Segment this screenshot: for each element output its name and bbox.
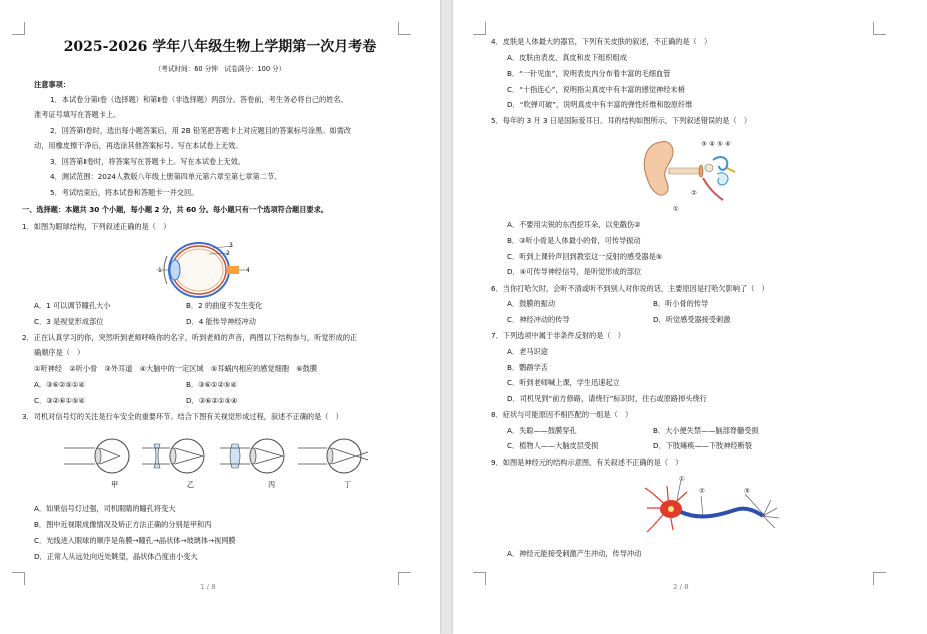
question-6-option-b: B．听小骨的传导: [653, 299, 709, 308]
figure-label-jia: 甲: [111, 480, 119, 489]
question-3-option-d: D．正常人从远处向近处眺望，晶状体凸度由小变大: [34, 552, 198, 561]
question-8-option-d: D．下肢瘫痪——下肢神经断裂: [653, 441, 752, 450]
ear-label-6: ⑥: [725, 140, 731, 148]
question-8-option-a: A．失聪——鼓膜穿孔: [507, 426, 577, 435]
page-corner-mark: [12, 22, 25, 35]
question-8-option-c: C．植物人——大脑皮层受损: [507, 441, 599, 450]
question-5-option-d: D．④可传导神经信号，是听觉形成的部位: [507, 267, 642, 276]
question-5-option-a: A．不要用尖锐的东西挖耳朵，以免戳伤②: [507, 220, 641, 229]
exam-title: 2025-2026 学年八年级生物上学期第一次月考卷: [63, 39, 377, 55]
question-6-stem: 6．当你打哈欠时，会听不清或听不到别人对你说的话，主要原因是打哈欠影响了（ ）: [491, 284, 769, 293]
question-2-stem-cont: 确顺序是（ ）: [34, 348, 85, 357]
ear-label-5: ⑤: [717, 140, 723, 148]
question-4-option-d: D．“吹弹可破”，说明真皮中有丰富的弹性纤维和胶原纤维: [507, 100, 693, 109]
question-2-option-b: B．③⑥①②⑤④: [186, 380, 237, 389]
notice-line: 2．回答第Ⅰ卷时，选出每小题答案后，用 2B 铅笔把答题卡上对应题目的答案标号涂黑。如需改: [50, 126, 352, 135]
exam-subtitle: （考试时间：60 分钟 试卷满分：100 分）: [154, 65, 286, 73]
question-1-option-b: B．2 的曲度不发生变化: [186, 301, 263, 310]
figure-label-bing: 丙: [268, 480, 276, 489]
question-4-option-b: B．“一针见血”，说明表皮内分布着丰富的毛细血管: [507, 69, 671, 78]
eye-label-3: 3: [229, 242, 233, 249]
eyeball-diagram: [155, 238, 255, 304]
question-7-option-b: B．鹦鹉学舌: [507, 363, 548, 372]
ear-label-1: ①: [673, 205, 679, 213]
ear-label-4: ④: [709, 140, 715, 148]
eye-label-1: 1: [158, 267, 162, 274]
vision-correction-diagrams: [62, 436, 372, 478]
page-1: [0, 0, 440, 634]
question-1-option-c: C．3 是视觉形成部位: [34, 317, 104, 326]
question-1-option-a: A．1 可以调节瞳孔大小: [34, 301, 111, 310]
page-number: 1 / 8: [200, 583, 216, 591]
question-2-option-d: D．③⑥②①⑤④: [186, 396, 238, 405]
question-6-option-d: D．听觉感受器接受刺激: [653, 315, 731, 324]
notice-line: 4．测试范围：2024人教版八年级上册第四单元第六章至第七章第二节。: [50, 172, 282, 181]
question-1-stem: 1．如图为眼球结构，下列叙述正确的是（ ）: [22, 222, 171, 231]
question-8-stem: 8．症状与可能原因不相匹配的一组是（ ）: [491, 410, 633, 419]
notice-line: 准考证号填写在答题卡上。: [34, 110, 121, 119]
diagram-yi: [142, 439, 204, 473]
neuron-label-1: ①: [679, 475, 685, 483]
question-4-option-a: A．皮肤由表皮、真皮和皮下组织组成: [507, 53, 627, 62]
question-3-option-a: A．如果信号灯过强，司机眼睛的瞳孔将变大: [34, 504, 176, 513]
neuron-label-3: ③: [744, 487, 750, 495]
question-4-stem: 4．皮肤是人体最大的器官，下列有关皮肤的叙述，不正确的是（ ）: [491, 37, 712, 46]
question-2-option-a: A．③⑥②⑤①④: [34, 380, 85, 389]
ear-structure-diagram: [639, 134, 739, 208]
ear-label-2: ②: [691, 189, 697, 197]
notice-line: 3．回答第Ⅱ卷时，将答案写在答题卡上。写在本试卷上无效。: [50, 157, 245, 166]
section-title: 一、选择题：本题共 30 个小题，每小题 2 分，共 60 分。每小题只有一个选项符合题目要求。: [22, 205, 328, 214]
page-corner-mark: [473, 22, 486, 35]
question-3-option-b: B．图中近视眼成像情况及矫正方法正确的分别是甲和丙: [34, 520, 212, 529]
eye-label-2: 2: [226, 250, 230, 257]
question-7-stem: 7．下列选项中属于非条件反射的是（ ）: [491, 331, 625, 340]
notice-line: 1．本试卷分第Ⅰ卷（选择题）和第Ⅱ卷（非选择题）两部分。答卷前，考生务必将自己的姓名、: [50, 95, 348, 104]
neuron-label-2: ②: [699, 487, 705, 495]
page-2: [453, 0, 927, 634]
question-7-option-c: C．听到老师喊上课，学生迅速起立: [507, 378, 620, 387]
neuron-structure-diagram: [643, 478, 783, 538]
diagram-ding: [298, 439, 368, 473]
question-6-option-c: C．神经冲动的传导: [507, 315, 570, 324]
question-3-stem: 3．司机对信号灯的关注是行车安全的重要环节。结合下图有关视觉形成过程，叙述不正确的是（ ）: [22, 412, 343, 421]
question-5-option-b: B．③听小骨是人体最小的骨，可传导振动: [507, 236, 641, 245]
question-6-option-a: A．鼓膜的振动: [507, 299, 556, 308]
question-2-stem: 2．正在认真学习的你，突然听到老师呼唤你的名字，听到老师的声音，两图以下结构参与，听觉形成的正: [22, 333, 358, 342]
notice-line: 动，用橡皮擦干净后，再选涂其他答案标号。写在本试卷上无效。: [34, 141, 243, 150]
ear-label-3: ③: [701, 140, 707, 148]
question-9-option-a: A．神经元能接受刺激产生冲动，传导冲动: [507, 549, 642, 558]
notice-heading: 注意事项：: [34, 80, 70, 89]
question-4-option-c: C．“十指连心”，说明指尖真皮中有丰富的感觉神经末梢: [507, 85, 685, 94]
page-corner-mark: [873, 572, 886, 585]
notice-line: 5．考试结束后，将本试卷和答题卡一并交回。: [50, 188, 199, 197]
eye-label-4: 4: [246, 267, 250, 274]
question-7-option-a: A．老马识途: [507, 347, 548, 356]
page-corner-mark: [12, 572, 25, 585]
page-corner-mark: [873, 22, 886, 35]
question-2-option-c: C．③②⑥①⑤④: [34, 396, 85, 405]
question-9-stem: 9．如图是神经元的结构示意图，有关叙述不正确的是（ ）: [491, 458, 683, 467]
question-8-option-b: B．大小便失禁——脑部脊髓受损: [653, 426, 759, 435]
question-3-option-c: C．光线进入眼球的顺序是角膜→瞳孔→晶状体→玻璃体→视网膜: [34, 536, 236, 545]
page-corner-mark: [473, 572, 486, 585]
question-5-stem: 5．每年的 3 月 3 日是国际爱耳日。耳的结构如图所示，下列叙述错误的是（ ）: [491, 116, 752, 125]
page-corner-mark: [398, 572, 411, 585]
figure-label-ding: 丁: [344, 480, 352, 489]
page-corner-mark: [398, 22, 411, 35]
question-2-items: ①听神经 ②听小骨 ③外耳道 ④大脑中的一定区域 ⑤耳蜗内相应的感觉细胞 ⑥鼓膜: [34, 364, 318, 373]
figure-label-yi: 乙: [187, 480, 195, 489]
diagram-jia: [64, 439, 129, 473]
page-number: 2 / 8: [673, 583, 689, 591]
question-1-option-d: D．4 能传导神经冲动: [186, 317, 256, 326]
question-7-option-d: D．司机见到“前方修路，请绕行”标识时，往右或原路掉头绕行: [507, 394, 707, 403]
question-5-option-c: C．听到上课铃声回到教室这一反射的感受器是⑤: [507, 252, 663, 261]
diagram-bing: [220, 439, 284, 473]
